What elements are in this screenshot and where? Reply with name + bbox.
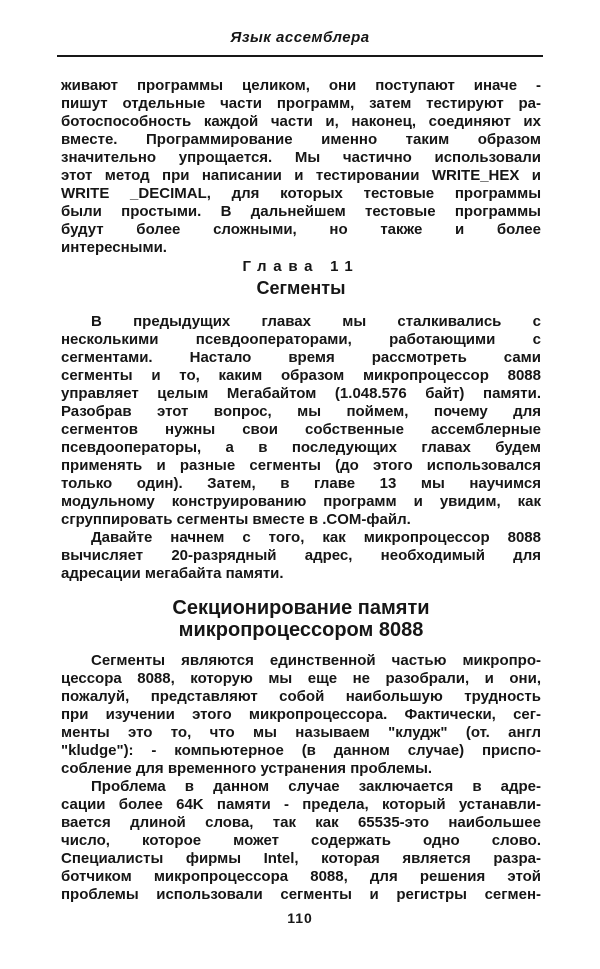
chapter-number: Глава 11	[242, 258, 360, 275]
text-line: менты это то, что мы называем "клудж" (от. англ	[61, 724, 541, 741]
paragraph	[61, 778, 541, 904]
text-line: число, которое может содержать одно слово.	[61, 832, 541, 849]
text-line: Специалисты фирмы Intel, которая является разра-	[61, 850, 541, 867]
text-line: сации более 64K памяти - предела, который устанавли-	[61, 796, 541, 813]
text-line: сегментами. Настало время рассмотреть сами	[61, 349, 541, 366]
text-line: интересными.	[61, 239, 167, 256]
text-line: "kludge"): - компьютерное (в данном случае) приспо-	[61, 742, 541, 759]
running-header: Язык ассемблера	[230, 29, 370, 46]
chapter-heading	[61, 257, 541, 299]
text-line: при изучении этого микропроцессора. Фактически, сег-	[61, 706, 541, 723]
text-column	[61, 77, 541, 904]
paragraph-continued	[61, 77, 541, 257]
text-line: В предыдущих главах мы сталкивались с	[91, 313, 541, 330]
text-line: Проблема в данном случае заключается в адре-	[91, 778, 541, 795]
text-line: цессора 8088, которую мы еще не разобрали, и они,	[61, 670, 541, 687]
text-line: сегментов нужны свои собственные ассемблерные	[61, 421, 541, 438]
text-line: псевдооператоры, а в последующих главах будем	[61, 439, 541, 456]
text-line: только один). Затем, в главе 13 мы научимся	[61, 475, 541, 492]
text-line: пишут отдельные части программ, затем тестируют ра-	[61, 95, 541, 112]
text-line: пожалуй, представляют собой наибольшую трудность	[61, 688, 541, 705]
text-line: проблемы использовали сегменты и регистры сегмен-	[61, 886, 541, 903]
text-line: вается длиной слова, так как 65535-это наибольшее	[61, 814, 541, 831]
text-line: адресации мегабайта памяти.	[61, 565, 284, 582]
text-line: Разобрав этот вопрос, мы поймем, почему для	[61, 403, 541, 420]
text-line: ботоспособность каждой части и, наконец, соединяют их	[61, 113, 541, 130]
spacer	[61, 299, 541, 313]
text-line: этот метод при написании и тестировании WRITE_HEX и	[61, 167, 541, 184]
spacer	[61, 641, 541, 652]
text-line: значительно упрощается. Мы частично использовали	[61, 149, 541, 166]
section-title-line2: микропроцессором 8088	[178, 619, 424, 641]
text-line: модульному конструированию программ и увидим, как	[61, 493, 541, 510]
text-line: WRITE _DECIMAL, для которых тестовые программы	[61, 185, 541, 202]
header-rule	[57, 55, 543, 57]
paragraph	[61, 313, 541, 529]
text-line: сегменты и то, каким образом микропроцессор 8088	[61, 367, 541, 384]
paragraph	[61, 529, 541, 583]
chapter-title: Сегменты	[256, 278, 346, 298]
text-line: собление для временного устранения проблемы.	[61, 760, 433, 777]
text-line: ботчиком микропроцессора 8088, для решения этой	[61, 868, 541, 885]
text-line: вычисляет 20-разрядный адрес, необходимый для	[61, 547, 541, 564]
text-line: применять и разные сегменты (до этого использовался	[61, 457, 541, 474]
section-heading	[61, 597, 541, 641]
text-line: вместе. Программирование именно таким образом	[61, 131, 541, 148]
text-line: будут более сложными, но также и более	[61, 221, 541, 238]
section-title-line1: Секционирование памяти	[172, 597, 430, 619]
text-line: Сегменты являются единственной частью микропро-	[91, 652, 541, 669]
paragraph	[61, 652, 541, 778]
text-line: были простыми. В дальнейшем тестовые программы	[61, 203, 541, 220]
text-line: Давайте начнем с того, как микропроцессор 8088	[91, 529, 541, 546]
text-line: живают программы целиком, они поступают иначе -	[61, 77, 541, 94]
text-line: сгруппировать сегменты вместе в .COM-файл.	[61, 511, 411, 528]
text-line: управляет целым Мегабайтом (1.048.576 байт) памяти.	[61, 385, 541, 402]
text-line: несколькими псевдооператорами, работающими с	[61, 331, 541, 348]
page-number: 110	[287, 910, 313, 926]
